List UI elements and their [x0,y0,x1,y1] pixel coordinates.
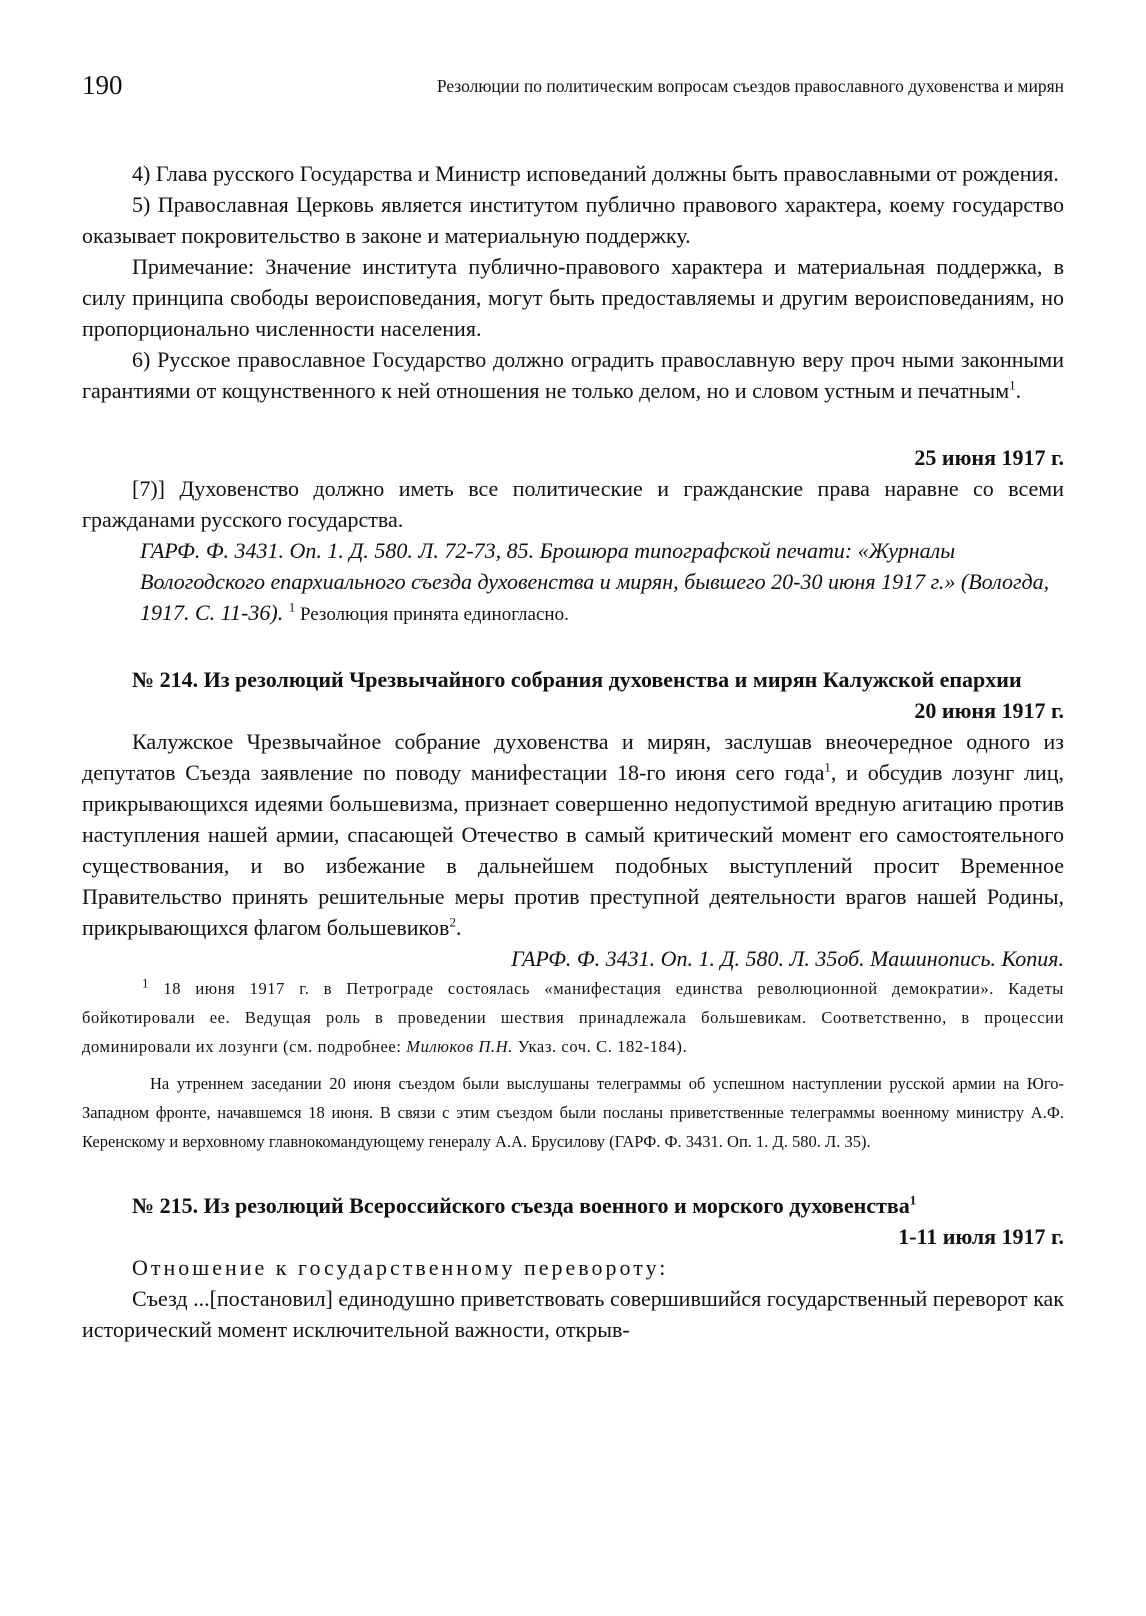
doc-215-date: 1-11 июля 1917 г. [898,1224,1064,1249]
footnote-ref: 1 [824,759,831,775]
page-header [82,70,1064,110]
paragraph-point-4: 4) Глава русского Государства и Министр исповеданий должны быть православными от рождения. [132,161,1059,186]
paragraph-note: Примечание: Значение института публично-правового характера и материальная поддержка, в силу принципа свободы вероисповедания, могут быть предоставляемы и другим вероисповеданиям, но пропорционально численности населения. [82,254,1064,341]
footnote-1 [82,974,1064,1061]
paragraph-point-6 [82,344,1064,406]
doc-214-text-a: Калужское Чрезвычайное собрание духовенства и мирян, заслушав внеочередное одного из депутатов Съезда заявление по поводу манифестации 18-го июня сего года [82,729,1064,785]
footnote-1-author: Милюков П.Н. [406,1037,513,1056]
page-number: 190 [82,70,123,100]
doc-215-text: Съезд ...[постановил] единодушно приветствовать совершившийся государственный переворот как исторический момент исключительной важности, открыв- [82,1286,1064,1342]
doc-215-subheading: Отношение к государственному перевороту: [132,1255,669,1280]
doc-215-heading [82,1190,1064,1221]
page-body [82,158,1064,1345]
doc-214-text [82,726,1064,943]
doc-214-text-b: , и обсудив лозунг лиц, прикрывающихся идеями большевизма, признает совершенно недопустимой вредную агитацию против наступления нашей армии, спасающей Отечество в самый критический момент его самостоятельного существования, и во избежание в дальнейшем подобных выступлений просит Временное Правительство принять решительные меры против преступной деятельности врагов нашей Родины, прикрывающихся флагом большевиков [82,760,1064,940]
footnote-ref: 1 [909,1192,917,1208]
footnote-ref: 1 [1009,377,1016,393]
source-footnote: Резолюция принята единогласно. [295,604,569,625]
footnote-2: На утреннем заседании 20 июня съездом были выслушаны телеграммы об успешном наступлении русской армии на Юго-Западном фронте, начавшемся 18 июня. В связи с этим съездом были посланы приветственные телеграммы военному министру А.Ф. Керенскому и верховному главнокомандующему генералу А.А. Брусилову (ГАРФ. Ф. 3431. Оп. 1. Д. 580. Л. 35). [82,1074,1064,1151]
footnote-ref: 1 [288,599,296,615]
footnote-ref: 2 [449,914,456,930]
doc-214-source: ГАРФ. Ф. 3431. Оп. 1. Д. 580. Л. 35об. Машинопись. Копия. [511,946,1064,971]
doc-215-heading-text: № 215. Из резолюций Всероссийского съезда военного и морского духовенства [132,1193,910,1218]
archive-source-vologda [82,535,1064,630]
footnote-1-text-b: Указ. соч. С. 182-184). [512,1037,688,1056]
doc-214-text-c: . [455,915,462,940]
paragraph-point-5: 5) Православная Церковь является институтом публично правового характера, коему государство оказывает покровительство в законе и материальную поддержку. [82,192,1064,248]
date-25-june: 25 июня 1917 г. [914,445,1064,470]
paragraph-point-7: [7)] Духовенство должно иметь все политические и гражданские права наравне со всеми гражданами русского государства. [82,476,1064,532]
doc-214-date: 20 июня 1917 г. [914,698,1064,723]
footnote-1-text-a: 18 июня 1917 г. в Петрограде состоялась «манифестация единства революционной демократии». Кадеты бойкотировали ее. Ведущая роль в проведении шествия принадлежала большевикам. Соответственно, в процессии доминировали их лозунги (см. подробнее: [82,979,1064,1056]
doc-214-heading: № 214. Из резолюций Чрезвычайного собрания духовенства и мирян Калужской епархии [132,667,1022,692]
source-citation: ГАРФ. Ф. 3431. Оп. 1. Д. 580. Л. 72-73, 85. Брошюра типографской печати: «Журналы Вологодского епархиального съезда духовенства и мирян, бывшего 20-30 июня 1917 г.» (Вологда, 1917. С. 11-36). [140,538,1050,625]
running-title: Резолюции по политическим вопросам съездов православного духовенства и мирян [436,76,1064,96]
footnote-mark: 1 [142,975,150,991]
point-6-text: 6) Русское православное Государство должно оградить православную веру проч ными законными гарантиями от кощунственного к ней отношения не только делом, но и словом устным и печатным [82,347,1064,403]
point-6-end: . [1015,378,1022,403]
